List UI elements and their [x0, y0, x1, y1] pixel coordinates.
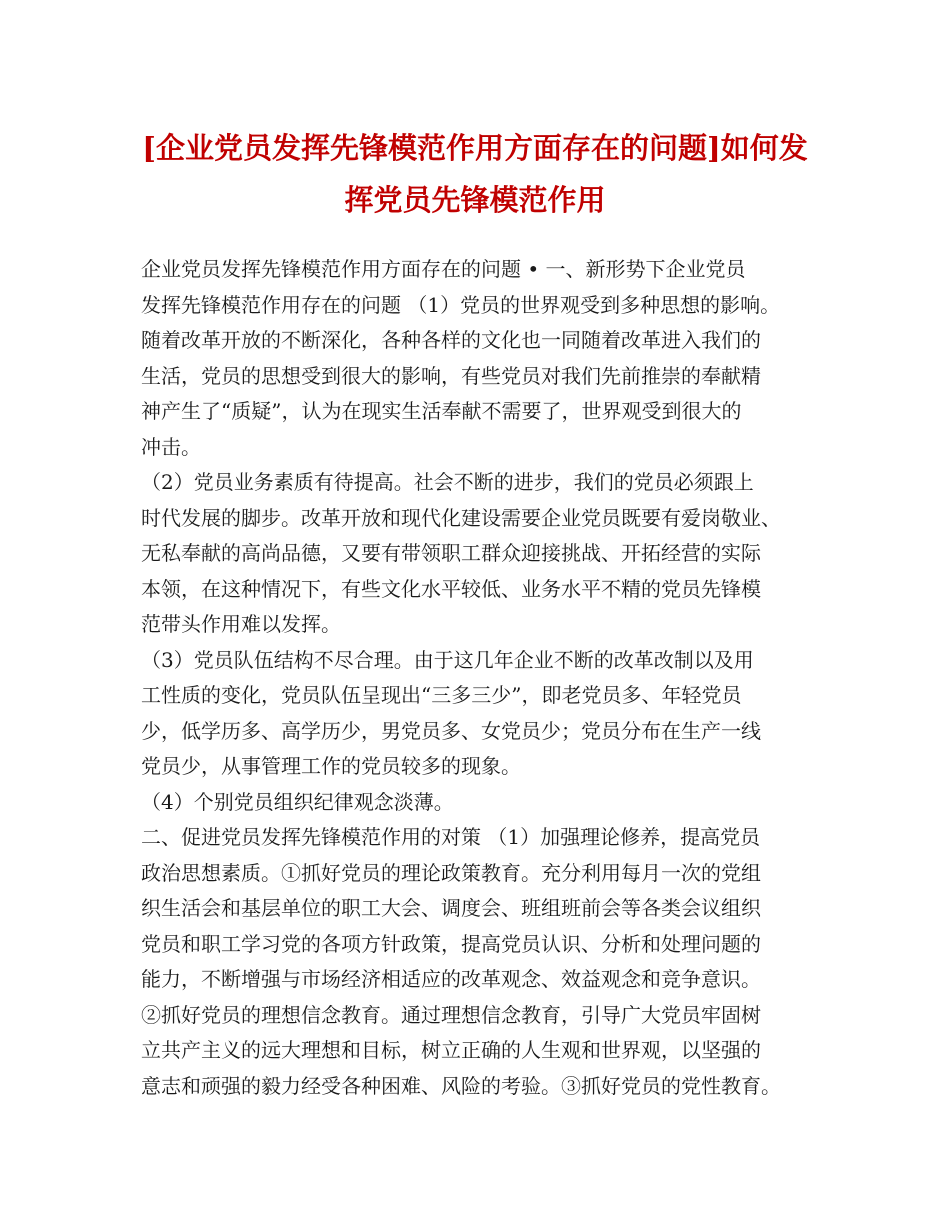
body-line: （3）党员队伍结构不尽合理。由于这几年企业不断的改革改制以及用	[141, 647, 754, 672]
document-title	[100, 122, 850, 226]
body-line: ②抓好党员的理想信念教育。通过理想信念教育，引导广大党员牢固树	[141, 1002, 761, 1027]
body-line: 随着改革开放的不断深化，各种各样的文化也一同随着改革进入我们的	[141, 328, 761, 352]
body-line: 织生活会和基层单位的职工大会、调度会、班组班前会等各类会议组织	[141, 896, 761, 920]
body-line: 政治思想素质。①抓好党员的理论政策教育。充分利用每月一次的党组	[141, 860, 761, 885]
body-line: （2）党员业务素质有待提高。社会不断的进步，我们的党员必须跟上	[141, 470, 754, 494]
body-line: 生活，党员的思想受到很大的影响，有些党员对我们先前推崇的奉献精	[141, 363, 761, 388]
title-line: 挥党员先锋模范作用	[344, 183, 606, 217]
body-line: （4）个别党员组织纪律观念淡薄。	[141, 789, 454, 814]
body-line: 冲击。	[141, 434, 201, 459]
body-line: 无私奉献的高尚品德，又要有带领职工群众迎接挑战、开拓经营的实际	[141, 541, 761, 565]
title-line: [企业党员发挥先锋模范作用方面存在的问题]如何发	[142, 131, 808, 165]
body-line: 时代发展的脚步。改革开放和现代化建设需要企业党员既要有爱岗敬业、	[141, 505, 781, 530]
body-line: 党员和职工学习党的各项方针政策，提高党员认识、分析和处理问题的	[141, 931, 761, 956]
body-line: 意志和顽强的毅力经受各种困难、风险的考验。③抓好党员的党性教育。	[141, 1073, 781, 1098]
document-body	[141, 252, 821, 1104]
body-line: 党员少，从事管理工作的党员较多的现象。	[141, 754, 521, 778]
body-line: 工性质的变化，党员队伍呈现出“三多三少”，即老党员多、年轻党员	[141, 683, 742, 707]
body-line: 范带头作用难以发挥。	[141, 612, 341, 636]
body-line: 企业党员发挥先锋模范作用方面存在的问题 • 一、新形势下企业党员	[141, 257, 746, 281]
body-line: 发挥先锋模范作用存在的问题 （1）党员的世界观受到多种思想的影响。	[141, 292, 781, 317]
body-line: 立共产主义的远大理想和目标，树立正确的人生观和世界观，以坚强的	[141, 1038, 761, 1062]
body-line: 少，低学历多、高学历少，男党员多、女党员少；党员分布在生产一线	[141, 718, 761, 743]
body-line: 本领，在这种情况下，有些文化水平较低、业务水平不精的党员先锋模	[141, 576, 761, 601]
body-line: 能力，不断增强与市场经济相适应的改革观念、效益观念和竞争意识。	[141, 967, 761, 991]
body-line: 二、促进党员发挥先锋模范作用的对策 （1）加强理论修养，提高党员	[141, 825, 761, 849]
body-line: 神产生了“质疑”，认为在现实生活奉献不需要了，世界观受到很大的	[141, 399, 742, 423]
